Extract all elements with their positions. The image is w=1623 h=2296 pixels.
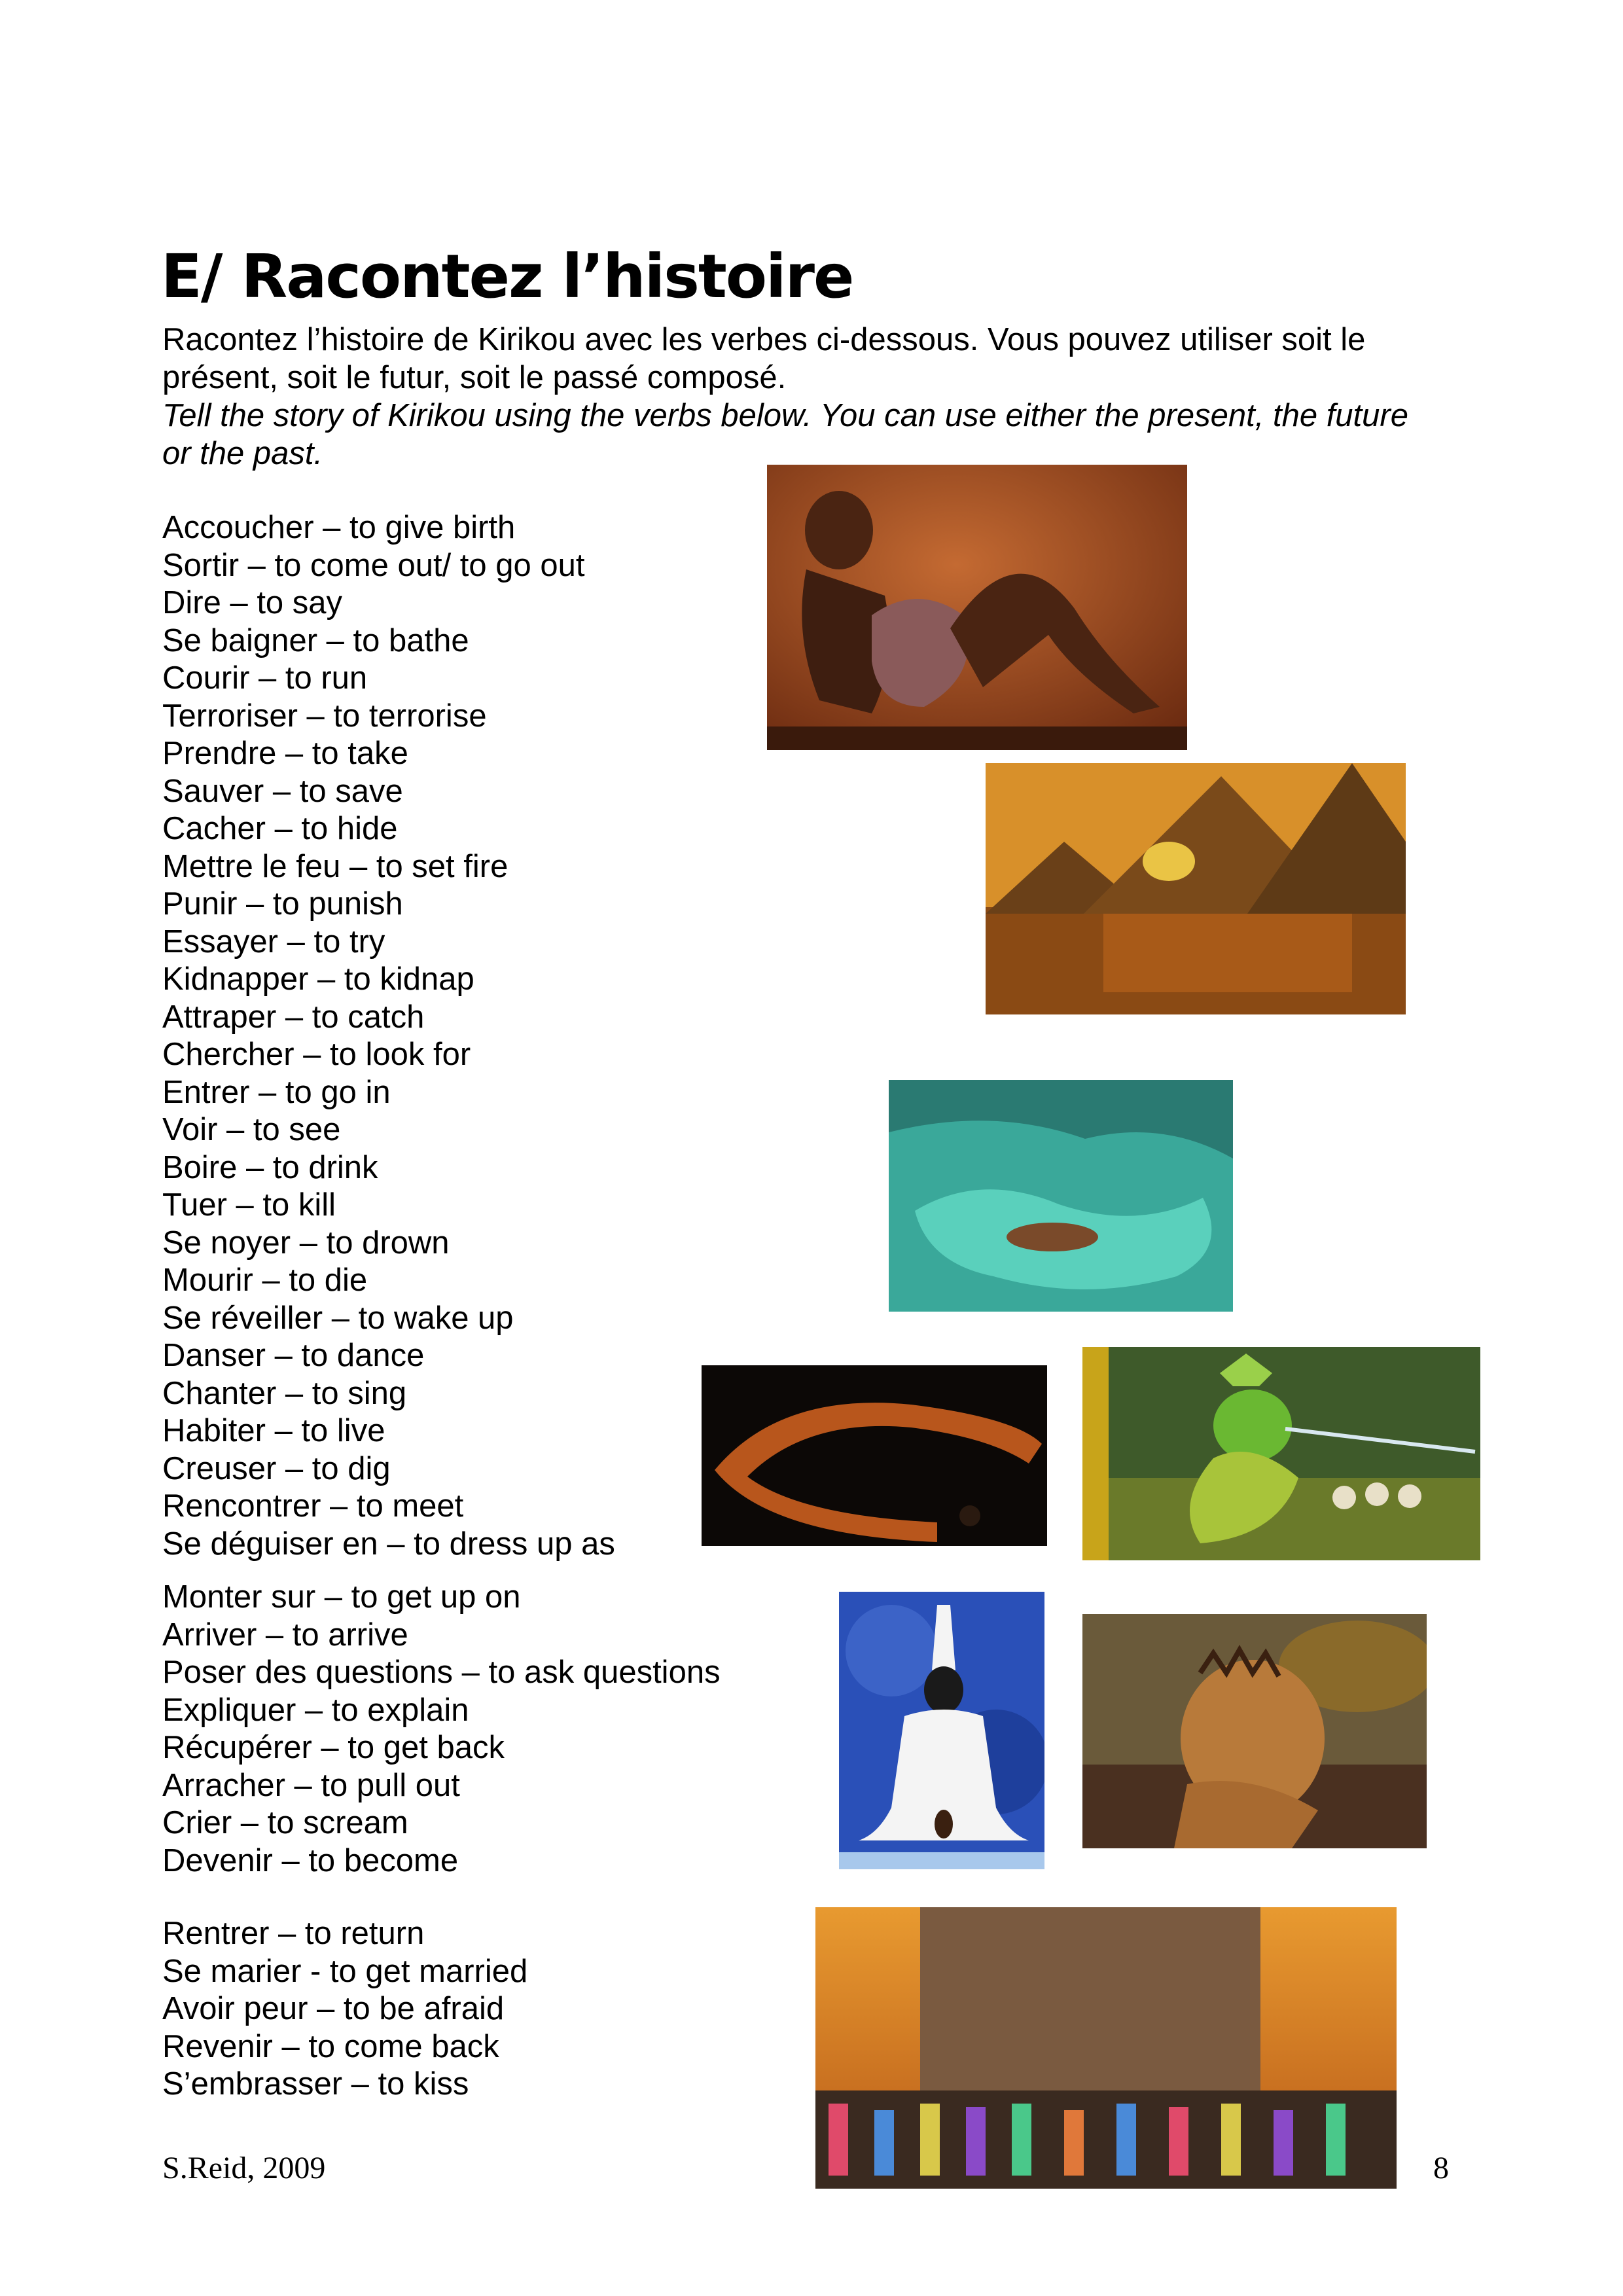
verb-item: Récupérer – to get back [162,1730,505,1765]
verb-item: Arracher – to pull out [162,1767,460,1803]
village-huts-fire-image [986,763,1406,1014]
verb-list-1 [162,509,615,1563]
verb-item: Revenir – to come back [162,2028,499,2064]
wise-man-image [839,1592,1044,1869]
verb-item: Accoucher – to give birth [162,510,516,545]
verb-item: Kidnapper – to kidnap [162,961,474,997]
kirikou-pulling-thorn-image [1082,1614,1427,1848]
verb-item: Rencontrer – to meet [162,1488,464,1524]
tunnel-image [702,1365,1047,1546]
verb-item: Creuser – to dig [162,1450,391,1486]
verb-list-3 [162,1915,527,2104]
verb-item: Rentrer – to return [162,1916,425,1951]
verb-item: Essayer – to try [162,924,385,960]
village-crowd-tree-image [815,1907,1397,2189]
verb-item: Tuer – to kill [162,1187,336,1223]
footer-author: S.Reid, 2009 [162,2151,326,2185]
verb-item: Expliquer – to explain [162,1692,469,1728]
verb-item: Danser – to dance [162,1338,425,1373]
verb-item: Cacher – to hide [162,811,398,846]
verb-item: Voir – to see [162,1112,341,1147]
verb-list-2 [162,1579,721,1880]
mother-giving-birth-image [767,465,1187,750]
verb-item: Avoir peur – to be afraid [162,1991,505,2026]
bird-and-fetishes-image [1082,1347,1480,1560]
verb-item: Dire – to say [162,585,343,620]
verb-item: Monter sur – to get up on [162,1579,521,1615]
intro-fr-line1: Racontez l’histoire de Kirikou avec les verbes ci-dessous. Vous pouvez utiliser soit le [162,322,1366,357]
intro-en-line1: Tell the story of Kirikou using the verbs below. You can use either the present, the future [162,398,1408,433]
verb-item: Entrer – to go in [162,1074,391,1110]
verb-item: Chercher – to look for [162,1037,471,1072]
verb-item: Prendre – to take [162,736,408,771]
verb-item: Terroriser – to terrorise [162,698,487,734]
verb-item: Devenir – to become [162,1842,459,1878]
verb-item: Habiter – to live [162,1413,385,1448]
verb-item: Crier – to scream [162,1805,408,1840]
verb-item: Sauver – to save [162,773,403,809]
verb-item: Courir – to run [162,660,368,696]
verb-item: Se marier - to get married [162,1953,528,1989]
verb-item: Attraper – to catch [162,999,425,1035]
verb-item: Arriver – to arrive [162,1617,408,1653]
page-title: E/ Racontez l’histoire [161,242,853,312]
intro-fr-line2: présent, soit le futur, soit le passé composé. [162,360,787,395]
page-number: 8 [1433,2151,1449,2185]
verb-item: Punir – to punish [162,886,403,922]
verb-item: Se baigner – to bathe [162,622,469,658]
intro-en-line2: or the past. [162,436,323,471]
verb-item: Se déguiser en – to dress up as [162,1526,615,1562]
verb-item: Chanter – to sing [162,1375,407,1411]
verb-item: Sortir – to come out/ to go out [162,547,585,583]
verb-item: S’embrasser – to kiss [162,2066,469,2102]
verb-item: Se noyer – to drown [162,1225,450,1261]
verb-item: Poser des questions – to ask questions [162,1655,721,1690]
verb-item: Boire – to drink [162,1149,378,1185]
verb-item: Mettre le feu – to set fire [162,848,508,884]
kirikou-swimming-image [889,1080,1233,1312]
verb-item: Se réveiller – to wake up [162,1300,514,1336]
verb-item: Mourir – to die [162,1263,368,1298]
